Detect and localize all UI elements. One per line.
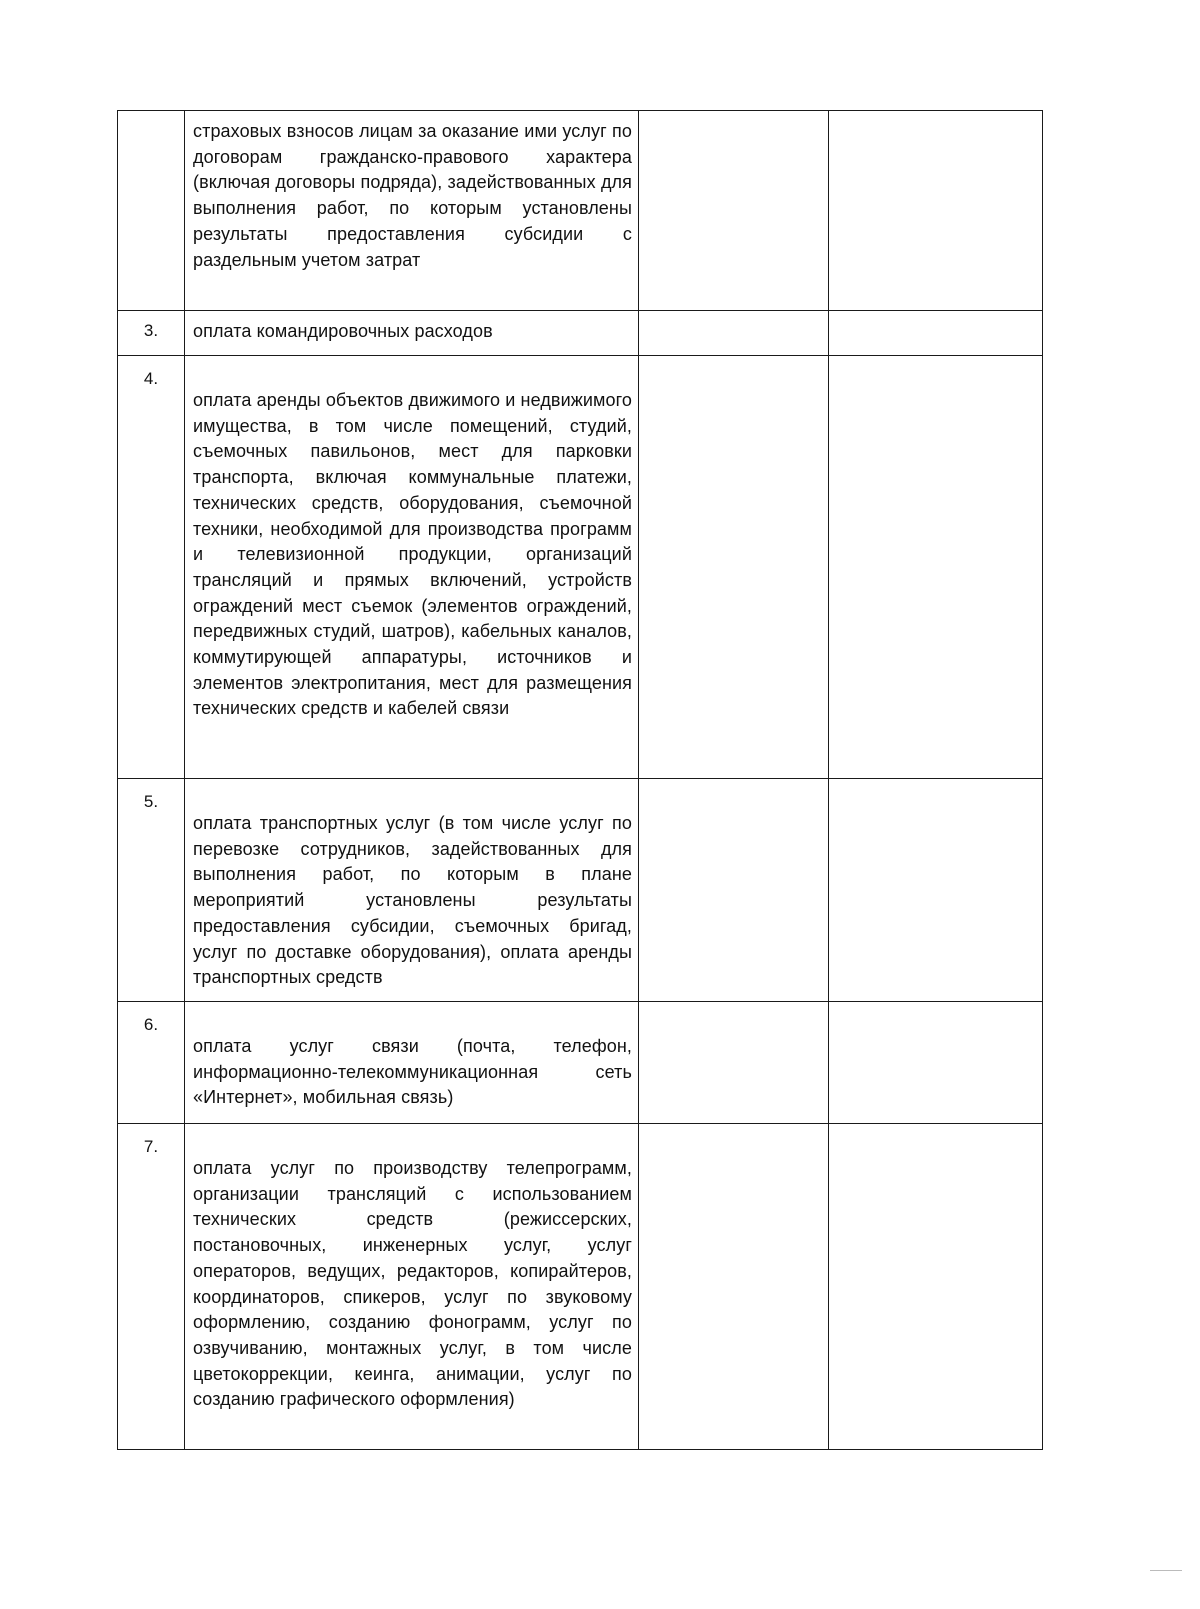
row-text: оплата транспортных услуг (в том числе услуг по перевозке сотрудников, задействованных для выполнения работ, по которым в плане мероприятий установлены результаты предоставления субсидии, съемочных бригад, услуг по доставке оборудования), оплата аренды транспортных средств (193, 813, 632, 988)
empty-cell (829, 356, 1043, 779)
row-text-cell (185, 779, 639, 1002)
row-text: оплата услуг связи (почта, телефон, информационно-телекоммуникационная сеть «Интернет», мобильная связь) (193, 1036, 632, 1108)
row-text: оплата командировочных расходов (193, 321, 493, 341)
empty-cell (639, 356, 829, 779)
row-text: страховых взносов лицам за оказание ими услуг по договорам гражданско-правового характера (включая договоры подряда), задействованных для выполнения работ, по которым установлены результаты предоставления субсидии с раздельным учетом затрат (193, 121, 632, 270)
expenses-table (117, 110, 1043, 1450)
table-row (118, 356, 1043, 779)
row-text-cell (185, 356, 639, 779)
empty-cell (829, 1002, 1043, 1124)
table-row (118, 1124, 1043, 1450)
row-number-cell: 4. (118, 356, 185, 779)
empty-cell (639, 311, 829, 356)
empty-cell (829, 779, 1043, 1002)
empty-cell (829, 1124, 1043, 1450)
empty-cell (639, 111, 829, 311)
row-text-cell (185, 311, 639, 356)
row-number-cell (118, 111, 185, 311)
row-text-cell (185, 1002, 639, 1124)
row-text: оплата услуг по производству телепрограмм, организации трансляций с использованием технических средств (режиссерских, постановочных, инженерных услуг, услуг операторов, ведущих, редакторов, копирайтеров, координаторов, спикеров, услуг по звуковому оформлению, созданию фонограмм, услуг по озвучиванию, монтажных услуг, в том числе цветокоррекции, кеинга, анимации, услуг по созданию графического оформления) (193, 1158, 632, 1410)
row-number-cell: 6. (118, 1002, 185, 1124)
table-row (118, 1002, 1043, 1124)
row-text-cell (185, 111, 639, 311)
row-text: оплата аренды объектов движимого и недвижимого имущества, в том числе помещений, студий, съемочных павильонов, мест для парковки транспорта, включая коммунальные платежи, технических средств, оборудования, съемочной техники, необходимой для производства программ и телевизионной продукции, организаций трансляций и прямых включений, устройств ограждений мест съемок (элементов ограждений, передвижных студий, шатров), кабельных каналов, коммутирующей аппаратуры, источников и элементов электропитания, мест для размещения технических средств и кабелей связи (193, 390, 632, 719)
empty-cell (829, 111, 1043, 311)
row-number-cell: 3. (118, 311, 185, 356)
row-number-cell: 5. (118, 779, 185, 1002)
row-number-cell: 7. (118, 1124, 185, 1450)
scan-mark (1150, 1570, 1182, 1571)
empty-cell (639, 779, 829, 1002)
table-row (118, 111, 1043, 311)
empty-cell (639, 1124, 829, 1450)
empty-cell (829, 311, 1043, 356)
row-text-cell (185, 1124, 639, 1450)
table-row (118, 311, 1043, 356)
table-row (118, 779, 1043, 1002)
empty-cell (639, 1002, 829, 1124)
